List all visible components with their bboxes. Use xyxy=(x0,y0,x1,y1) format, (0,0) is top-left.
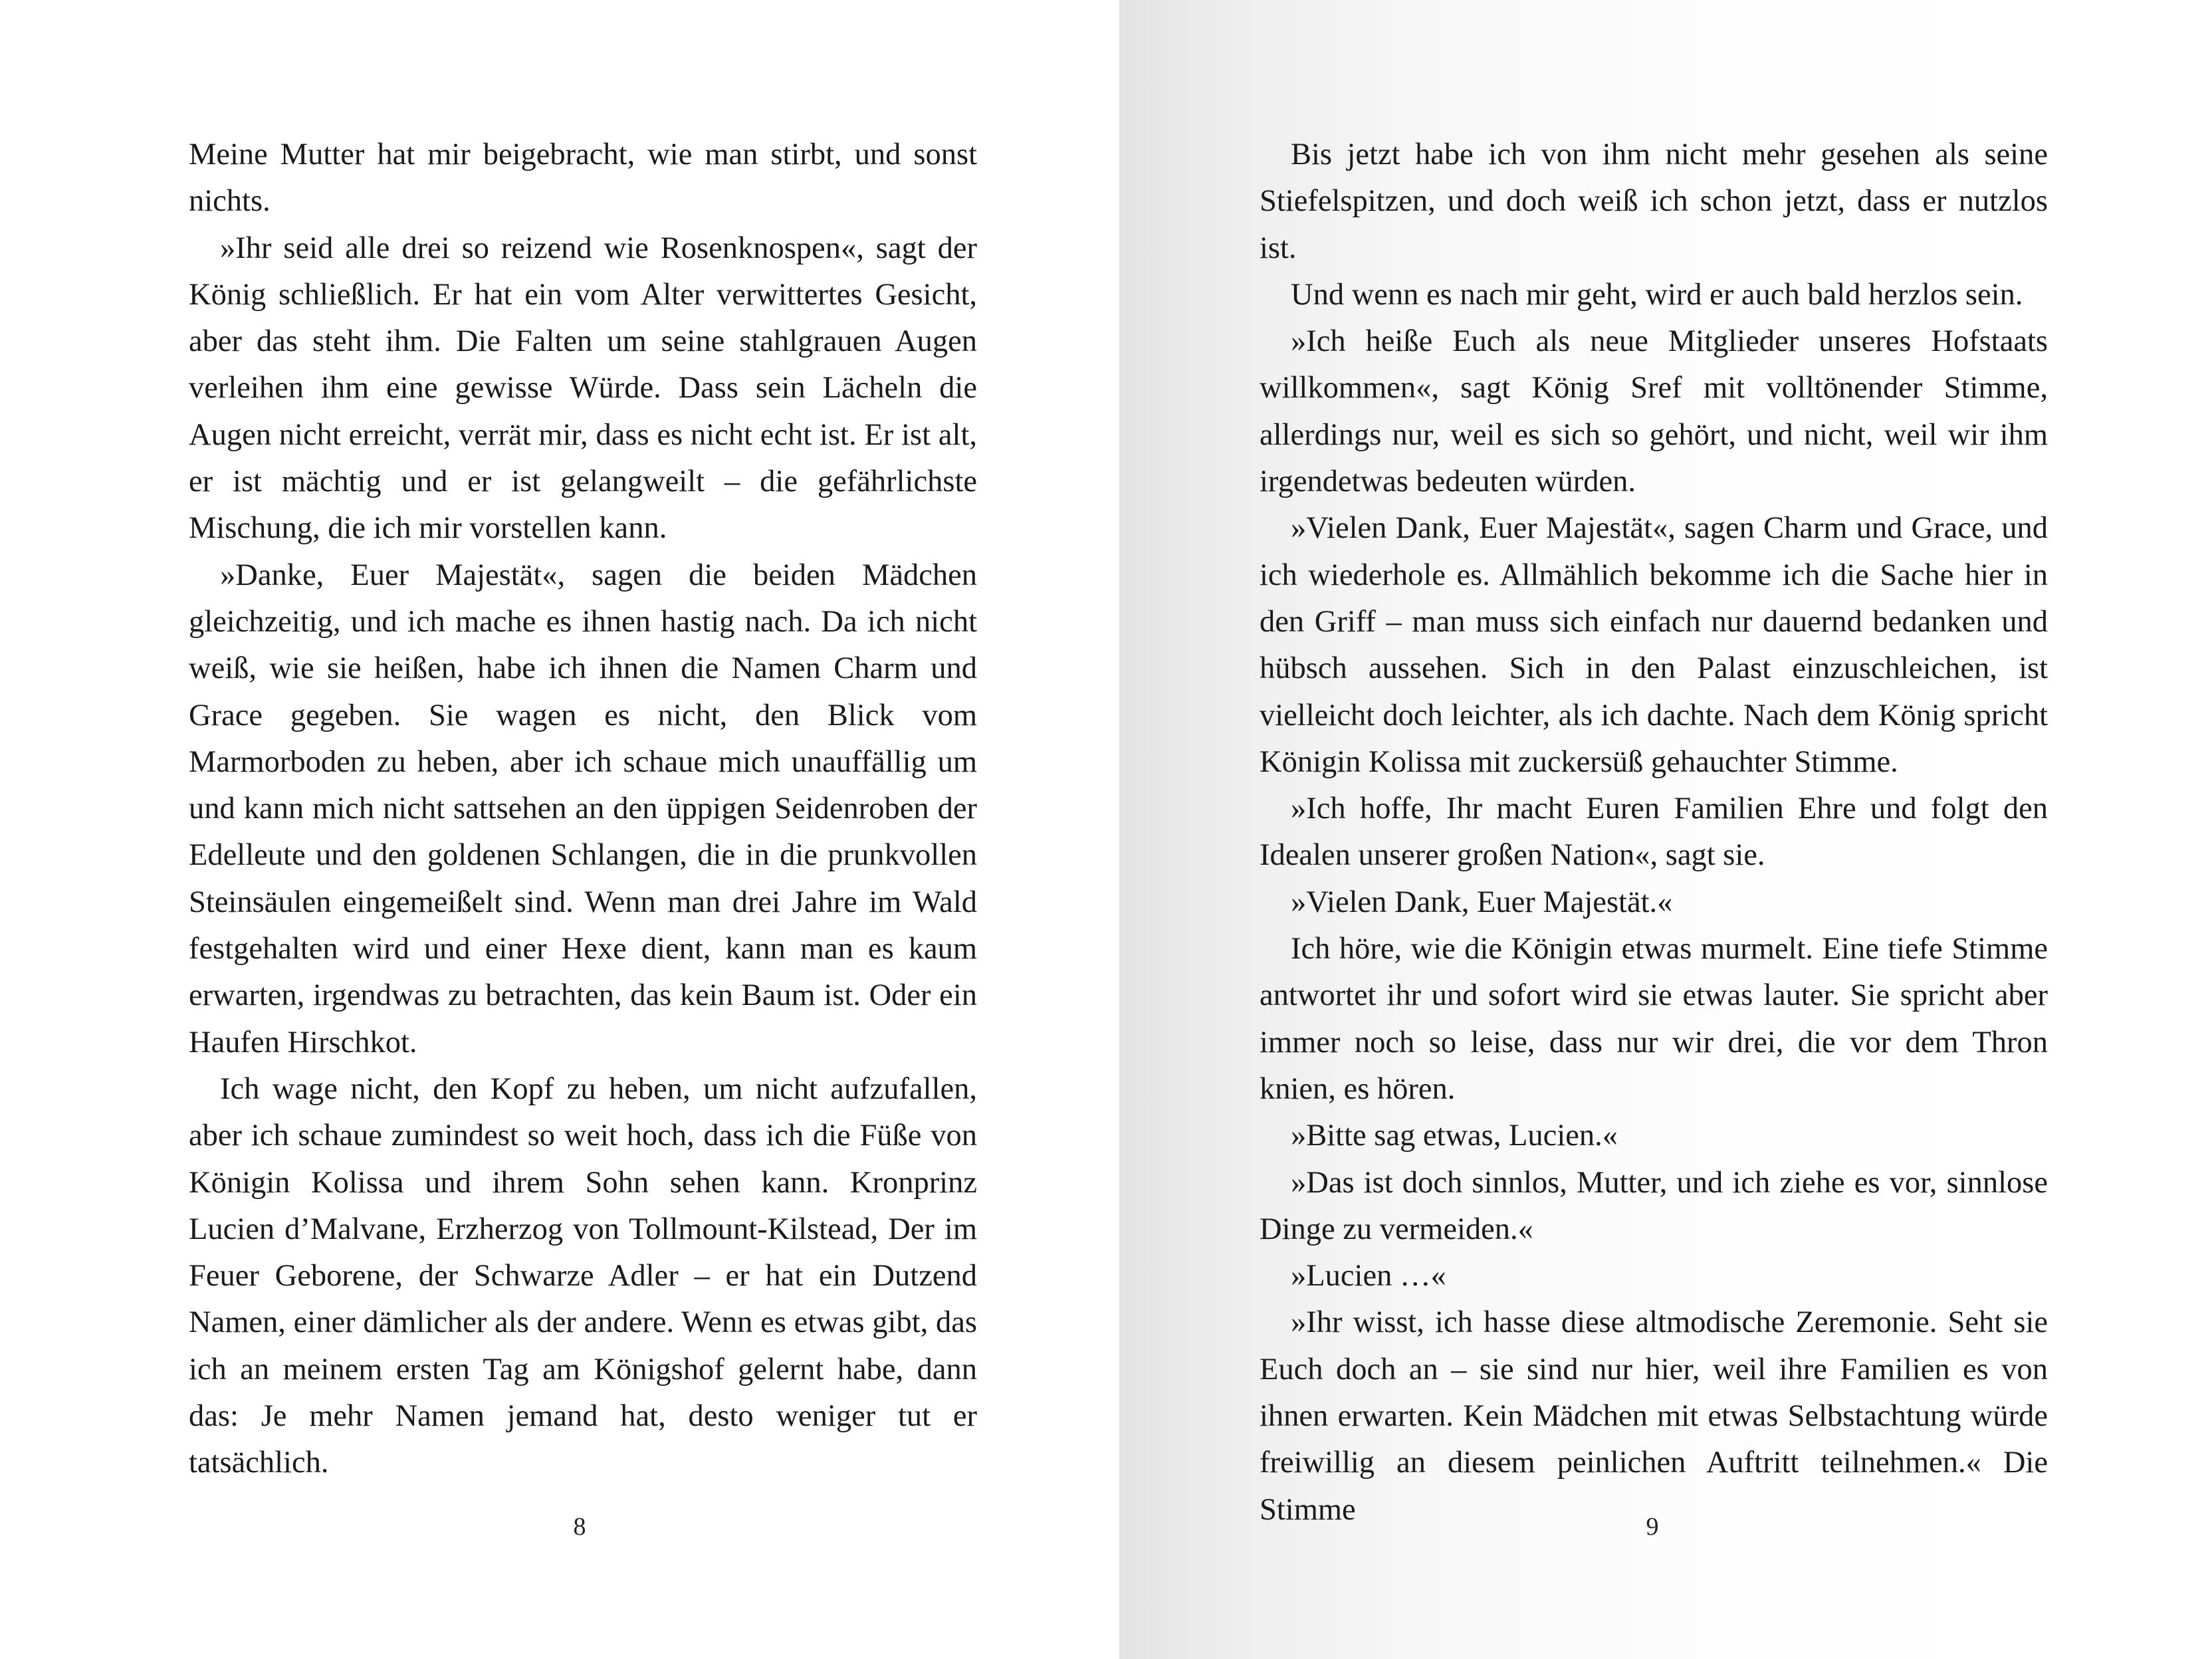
paragraph: Bis jetzt habe ich von ihm nicht mehr gesehen als seine Stiefelspitzen, und doch weiß ich schon jetzt, dass er nutzlos ist. xyxy=(1260,138,2048,265)
paragraph: Ich höre, wie die Königin etwas murmelt. Eine tiefe Stimme antwortet ihr und sofort wird sie etwas lauter. Sie spricht aber immer noch so leise, dass nur wir drei, die vor dem Thron knien, es hören. xyxy=(1260,932,2048,1106)
paragraph: Und wenn es nach mir geht, wird er auch bald herzlos sein. xyxy=(1291,277,2023,312)
left-page-text xyxy=(189,132,977,1487)
paragraph: »Ihr seid alle drei so reizend wie Rosenknospen«, sagt der König schließlich. Er hat ein vom Alter verwittertes Gesicht, aber das steht ihm. Die Falten um seine stahlgrauen Augen verleihen ihm eine gewisse Würde. Dass sein Lächeln die Augen nicht erreicht, verrät mir, dass es nicht echt ist. Er ist alt, er ist mächtig und er ist gelangweilt – die gefährlichste Mischung, die ich mir vorstellen kann. xyxy=(189,231,977,546)
right-page-text xyxy=(1260,132,2048,1533)
right-page xyxy=(1119,0,2212,1659)
paragraph: »Ihr wisst, ich hasse diese altmodische Zeremonie. Seht sie Euch doch an – sie sind nur hier, weil ihre Familien es von ihnen erwarten. Kein Mädchen mit etwas Selbstachtung würde freiwillig an diesem peinlichen Auftritt teilnehmen.« Die Stimme xyxy=(1260,1305,2048,1527)
paragraph: »Vielen Dank, Euer Majestät«, sagen Charm und Grace, und ich wiederhole es. Allmählich bekomme ich die Sache hier in den Griff – man muss sich einfach nur dauernd bedanken und hübsch aussehen. Sich in den Palast einzuschleichen, ist vielleicht doch leichter, als ich dachte. Nach dem König spricht Königin Kolissa mit zuckersüß gehauchter Stimme. xyxy=(1260,511,2048,779)
paragraph: Ich wage nicht, den Kopf zu heben, um nicht aufzufallen, aber ich schaue zumindest so weit hoch, dass ich die Füße von Königin Kolissa und ihrem Sohn sehen kann. Kronprinz Lucien d’Malvane, Erzherzog von Tollmount-Kilstead, Der im Feuer Geborene, der Schwarze Adler – er hat ein Dutzend Namen, einer dämlicher als der andere. Wenn es etwas gibt, das ich an meinem ersten Tag am Königshof gelernt habe, dann das: Je mehr Namen jemand hat, desto weniger tut er tatsächlich. xyxy=(189,1071,977,1480)
paragraph: »Lucien …« xyxy=(1291,1259,1446,1293)
paragraph: »Ich heiße Euch als neue Mitglieder unseres Hofstaats willkommen«, sagt König Sref mit volltönender Stimme, allerdings nur, weil es sich so gehört, und nicht, weil wir ihm irgendetwas bedeuten würden. xyxy=(1260,324,2048,499)
page-number: 9 xyxy=(1646,1513,1659,1541)
paragraph: Meine Mutter hat mir beigebracht, wie man stirbt, und sonst nichts. xyxy=(189,138,977,219)
page-number: 8 xyxy=(573,1513,586,1541)
paragraph: »Ich hoffe, Ihr macht Euren Familien Ehre und folgt den Idealen unserer großen Nation«, sagt sie. xyxy=(1260,792,2048,873)
paragraph: »Vielen Dank, Euer Majestät.« xyxy=(1291,885,1673,919)
paragraph: »Bitte sag etwas, Lucien.« xyxy=(1291,1119,1618,1153)
paragraph: »Das ist doch sinnlos, Mutter, und ich ziehe es vor, sinnlose Dinge zu vermeiden.« xyxy=(1260,1165,2048,1246)
paragraph: »Danke, Euer Majestät«, sagen die beiden Mädchen gleichzeitig, und ich mache es ihnen hastig nach. Da ich nicht weiß, wie sie heißen, habe ich ihnen die Namen Charm und Grace gegeben. Sie wagen es nicht, den Blick vom Marmorboden zu heben, aber ich schaue mich unauffällig um und kann mich nicht sattsehen an den üppigen Seidenroben der Edelleute und den goldenen Schlangen, die in die prunkvollen Steinsäulen eingemeißelt sind. Wenn man drei Jahre im Wald festgehalten wird und einer Hexe dient, kann man es kaum erwarten, irgendwas zu betrachten, das kein Baum ist. Oder ein Haufen Hirschkot. xyxy=(189,558,977,1059)
